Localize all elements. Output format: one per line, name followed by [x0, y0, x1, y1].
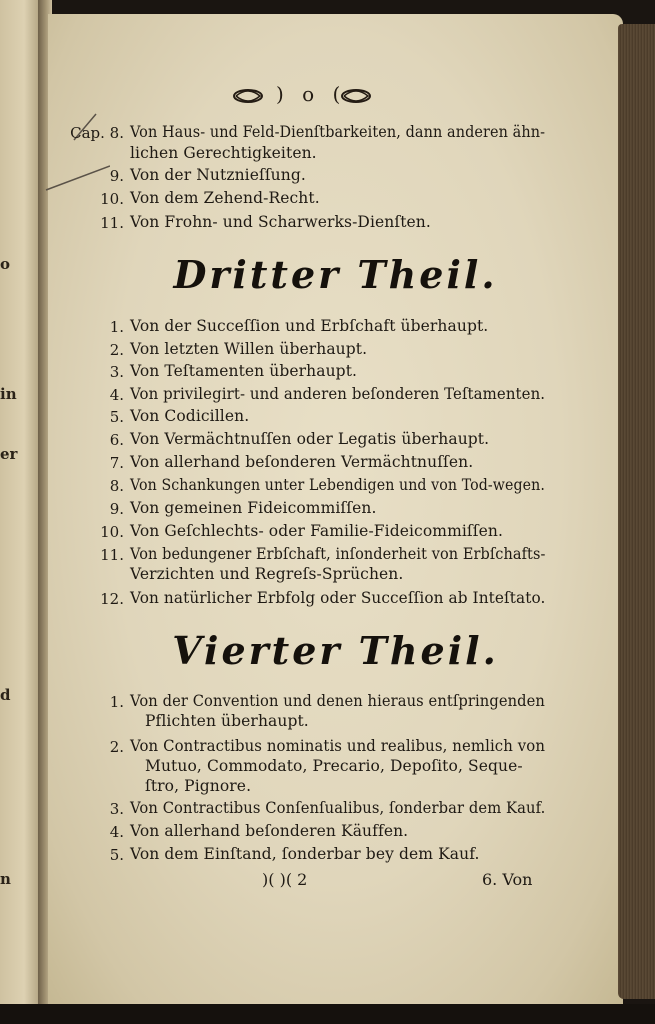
- entry-number: 5.: [109, 408, 124, 426]
- ornament-left-icon: [232, 88, 264, 104]
- entry-number: 1.: [109, 318, 124, 336]
- entry-number: 4.: [109, 823, 124, 841]
- ornament-right-icon: [340, 88, 372, 104]
- entry-number: 12.: [100, 590, 124, 608]
- entry-number: 10.: [100, 523, 124, 541]
- entry-number: 8.: [109, 477, 124, 495]
- entry-number: 1.: [109, 693, 124, 711]
- entry-text: Von letzten Willen überhaupt.: [130, 340, 368, 358]
- left-page-fragment: d: [0, 686, 11, 704]
- entry-number: 11.: [100, 546, 124, 564]
- entry-text: Von Frohn- und Scharwerks-Dienſten.: [130, 213, 431, 231]
- entry-text: Von gemeinen Fideicommiſſen.: [130, 499, 377, 517]
- entry-number: 4.: [109, 386, 124, 404]
- ornament-center: ) o (: [276, 82, 347, 106]
- entry-text: Von bedungener Erbſchaft, inſonderheit von Erbſchafts-: [130, 545, 546, 563]
- entry-number: 10.: [100, 190, 124, 208]
- entry-number: 6.: [109, 431, 124, 449]
- signature-mark: )( )( 2: [262, 870, 308, 889]
- entry-text: Von Haus- und Feld-Dienſtbarkeiten, dann anderen ähn-: [130, 123, 546, 141]
- part-heading: Vierter Theil.: [172, 628, 499, 673]
- entry-text: Von Vermächtnuſſen oder Legatis überhaupt.: [130, 430, 490, 448]
- left-page-fragment: er: [0, 445, 18, 463]
- header-ornament: [222, 82, 382, 110]
- entry-text: Von dem Zehend-Recht.: [130, 189, 320, 207]
- left-page-fragment: o: [0, 255, 11, 273]
- entry-text: Von privilegirt- und anderen beſonderen Teſtamenten.: [130, 385, 546, 403]
- entry-text: Mutuo, Commodato, Precario, Depoſito, Seque-: [145, 757, 523, 775]
- left-page-fragment: in: [0, 385, 17, 403]
- entry-text: ſtro, Pignore.: [145, 777, 252, 795]
- entry-text: Von allerhand beſonderen Vermächtnuſſen.: [130, 453, 474, 471]
- entry-number: 9.: [109, 167, 124, 185]
- entry-text: Von Codicillen.: [130, 407, 250, 425]
- entry-text: Verzichten und Regreſs-Sprüchen.: [130, 565, 404, 583]
- catchword: 6. Von: [482, 870, 533, 889]
- scan-background: [0, 1004, 655, 1024]
- entry-text: Von Teſtamenten überhaupt.: [130, 362, 358, 380]
- page-fore-edge: [618, 24, 655, 999]
- part-heading: Dritter Theil.: [173, 252, 498, 297]
- left-page-fragment: n: [0, 870, 11, 888]
- entry-number: 3.: [109, 800, 124, 818]
- entry-number: 2.: [109, 738, 124, 756]
- entry-text: Von allerhand beſonderen Käuffen.: [130, 822, 409, 840]
- entry-text: Von Geſchlechts- oder Familie-Fideicommiſſen.: [130, 522, 503, 540]
- entry-number: 2.: [109, 341, 124, 359]
- entry-text: Von der Nutznieſſung.: [130, 166, 306, 184]
- entry-number: 5.: [109, 846, 124, 864]
- entry-number: 3.: [109, 363, 124, 381]
- entry-number: 7.: [109, 454, 124, 472]
- entry-text: Von der Succeſſion und Erbſchaft überhaupt.: [130, 317, 489, 335]
- entry-text: Von Schankungen unter Lebendigen und von Tod-wegen.: [130, 476, 545, 494]
- entry-text: lichen Gerechtigkeiten.: [130, 144, 317, 162]
- entry-number: 11.: [100, 214, 124, 232]
- entry-text: Von Contractibus Conſenſualibus, ſonderbar dem Kauf.: [130, 799, 546, 817]
- entry-text: Von Contractibus nominatis und realibus, nemlich von: [130, 737, 546, 755]
- entry-text: Von natürlicher Erbfolg oder Succeſſion ab Inteſtato.: [130, 589, 546, 607]
- entry-number: Cap. 8.: [70, 124, 124, 142]
- entry-text: Von dem Einſtand, ſonderbar bey dem Kauf.: [130, 845, 480, 863]
- entry-text: Pflichten überhaupt.: [145, 712, 309, 730]
- entry-number: 9.: [109, 500, 124, 518]
- entry-text: Von der Convention und denen hieraus entſpringenden: [130, 692, 545, 710]
